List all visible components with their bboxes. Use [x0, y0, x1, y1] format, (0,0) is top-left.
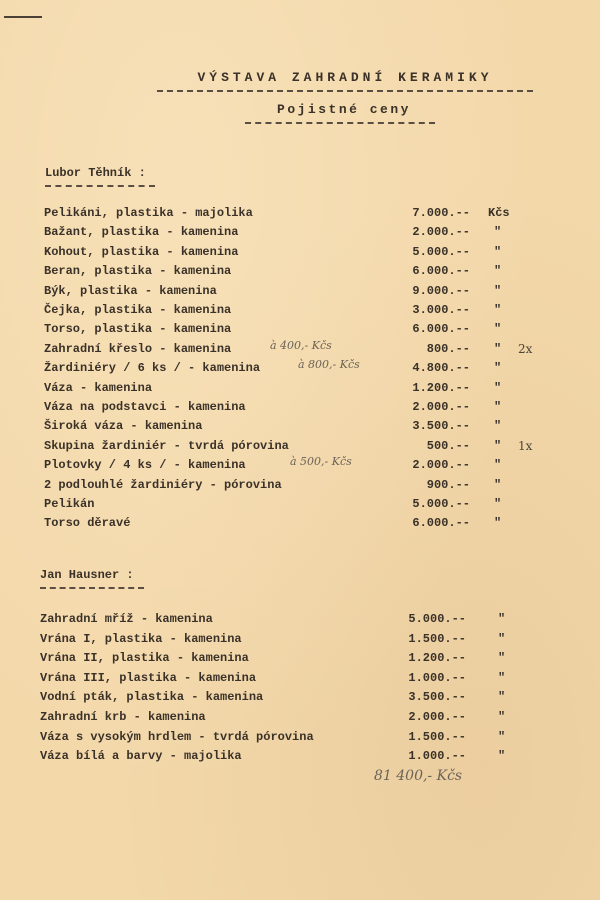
item-price: 500.-- — [426, 438, 470, 453]
item-currency: " — [494, 225, 502, 240]
list-item — [44, 456, 564, 475]
item-currency: " — [498, 749, 506, 764]
item-name: Plotovky / 4 ks / - kamenina — [44, 458, 246, 473]
item-currency: " — [494, 264, 502, 279]
item-name: Torso děravé — [44, 516, 131, 531]
list-item — [44, 301, 564, 320]
item-name: Bažant, plastika - kamenina — [44, 225, 239, 240]
list-item — [44, 495, 564, 514]
list-item — [44, 282, 564, 301]
item-currency: " — [498, 670, 506, 685]
item-price: 1.500.-- — [408, 631, 466, 646]
item-price: 5.000.-- — [412, 244, 470, 259]
list-item — [40, 610, 560, 629]
list-item — [40, 708, 560, 727]
list-item — [44, 243, 564, 262]
item-currency: " — [494, 283, 502, 298]
item-name: Býk, plastika - kamenina — [44, 283, 217, 298]
list-item — [44, 398, 564, 417]
item-price: 5.000.-- — [408, 612, 466, 626]
subtitle-underline — [245, 122, 435, 124]
item-name: Skupina žardiniér - tvrdá pórovina — [44, 438, 289, 453]
list-item — [44, 359, 564, 378]
item-name: Vodní pták, plastika - kamenina — [40, 690, 264, 705]
section-underline — [40, 587, 144, 589]
item-price: 1.000.-- — [408, 749, 466, 764]
handwritten-quantity: 2x — [518, 341, 533, 356]
item-price: 3.000.-- — [412, 303, 470, 317]
item-name: Čejka, plastika - kamenina — [44, 303, 232, 317]
handwritten-total: 81 400,- Kčs — [374, 768, 463, 784]
item-price: 2.000.-- — [412, 225, 470, 240]
item-name: Beran, plastika - kamenina — [44, 264, 232, 279]
item-name: Váza - kamenina — [44, 380, 153, 395]
item-name: Torso, plastika - kamenina — [44, 322, 232, 337]
section-author: Jan Hausner : — [40, 568, 134, 582]
item-currency: " — [494, 380, 502, 395]
item-currency: Kčs — [488, 206, 510, 220]
item-currency: " — [494, 497, 502, 511]
item-price: 3.500.-- — [408, 690, 466, 705]
item-name: Pelikán — [44, 497, 95, 511]
item-name: Váza bílá a barvy - majolika — [40, 749, 242, 764]
item-name: Zahradní křeslo - kamenina — [44, 341, 232, 356]
item-price: 6.000.-- — [412, 264, 470, 279]
item-currency: " — [494, 303, 502, 317]
item-currency: " — [498, 631, 506, 646]
item-currency: " — [494, 458, 502, 473]
item-name: Široká váza - kamenina — [44, 419, 203, 434]
item-currency: " — [494, 244, 502, 259]
item-currency: " — [494, 516, 502, 531]
list-item — [44, 262, 564, 281]
handwritten-quantity: 1x — [518, 438, 533, 453]
item-price: 2.000.-- — [412, 400, 470, 414]
item-name: Váza s vysokým hrdlem - tvrdá pórovina — [40, 729, 314, 744]
item-price: 6.000.-- — [412, 516, 470, 531]
item-price: 2.000.-- — [412, 458, 470, 473]
list-item — [40, 630, 560, 649]
list-item — [44, 476, 564, 495]
corner-mark — [4, 16, 42, 18]
item-name: Vrána II, plastika - kamenina — [40, 651, 249, 666]
item-name: Váza na podstavci - kamenina — [44, 400, 246, 414]
handwritten-unit-price: à 500,- Kčs — [290, 455, 352, 469]
list-item — [44, 204, 564, 223]
item-currency: " — [494, 419, 502, 434]
item-name: Kohout, plastika - kamenina — [44, 244, 239, 259]
item-currency: " — [494, 361, 502, 376]
list-item — [44, 417, 564, 436]
item-price: 1.200.-- — [412, 380, 470, 395]
item-currency: " — [494, 400, 502, 414]
item-price: 800.-- — [426, 341, 470, 356]
item-currency: " — [498, 710, 506, 724]
document-subtitle: Pojistné ceny — [277, 102, 411, 117]
list-item — [40, 669, 560, 688]
list-item — [44, 223, 564, 242]
handwritten-unit-price: à 800,- Kčs — [298, 358, 360, 372]
item-price: 1.500.-- — [408, 729, 466, 744]
item-price: 6.000.-- — [412, 322, 470, 337]
item-currency: " — [498, 651, 506, 666]
item-price: 7.000.-- — [412, 206, 470, 220]
list-item — [40, 688, 560, 707]
list-item — [40, 728, 560, 747]
list-item — [44, 514, 564, 533]
item-currency: " — [494, 438, 502, 453]
item-price: 900.-- — [426, 477, 470, 492]
item-price: 1.000.-- — [408, 670, 466, 685]
item-currency: " — [494, 477, 502, 492]
item-name: Vrána I, plastika - kamenina — [40, 631, 242, 646]
list-item — [44, 379, 564, 398]
item-price: 1.200.-- — [408, 651, 466, 666]
item-price: 9.000.-- — [412, 283, 470, 298]
item-currency: " — [498, 612, 506, 626]
section-underline — [45, 185, 155, 187]
item-currency: " — [494, 322, 502, 337]
list-item — [40, 747, 560, 766]
document-title: VÝSTAVA ZAHRADNÍ KERAMIKY — [197, 70, 493, 85]
title-underline — [157, 90, 533, 92]
handwritten-unit-price: à 400,- Kčs — [270, 338, 332, 352]
item-price: 2.000.-- — [408, 710, 466, 724]
item-name: Vrána III, plastika - kamenina — [40, 670, 257, 685]
item-name: Zahradní mříž - kamenina — [40, 612, 213, 626]
item-price: 4.800.-- — [412, 361, 470, 376]
item-price: 5.000.-- — [412, 497, 470, 511]
item-price: 3.500.-- — [412, 419, 470, 434]
item-currency: " — [498, 690, 506, 705]
item-name: Zahradní krb - kamenina — [40, 710, 206, 724]
item-currency: " — [498, 729, 506, 744]
list-item — [40, 649, 560, 668]
item-name: Pelikáni, plastika - majolika — [44, 206, 253, 220]
item-name: 2 podlouhlé žardiniéry - pórovina — [44, 477, 282, 492]
section-author: Lubor Těhník : — [45, 166, 146, 180]
item-currency: " — [494, 341, 502, 356]
item-name: Žardiniéry / 6 ks / - kamenina — [44, 361, 261, 376]
